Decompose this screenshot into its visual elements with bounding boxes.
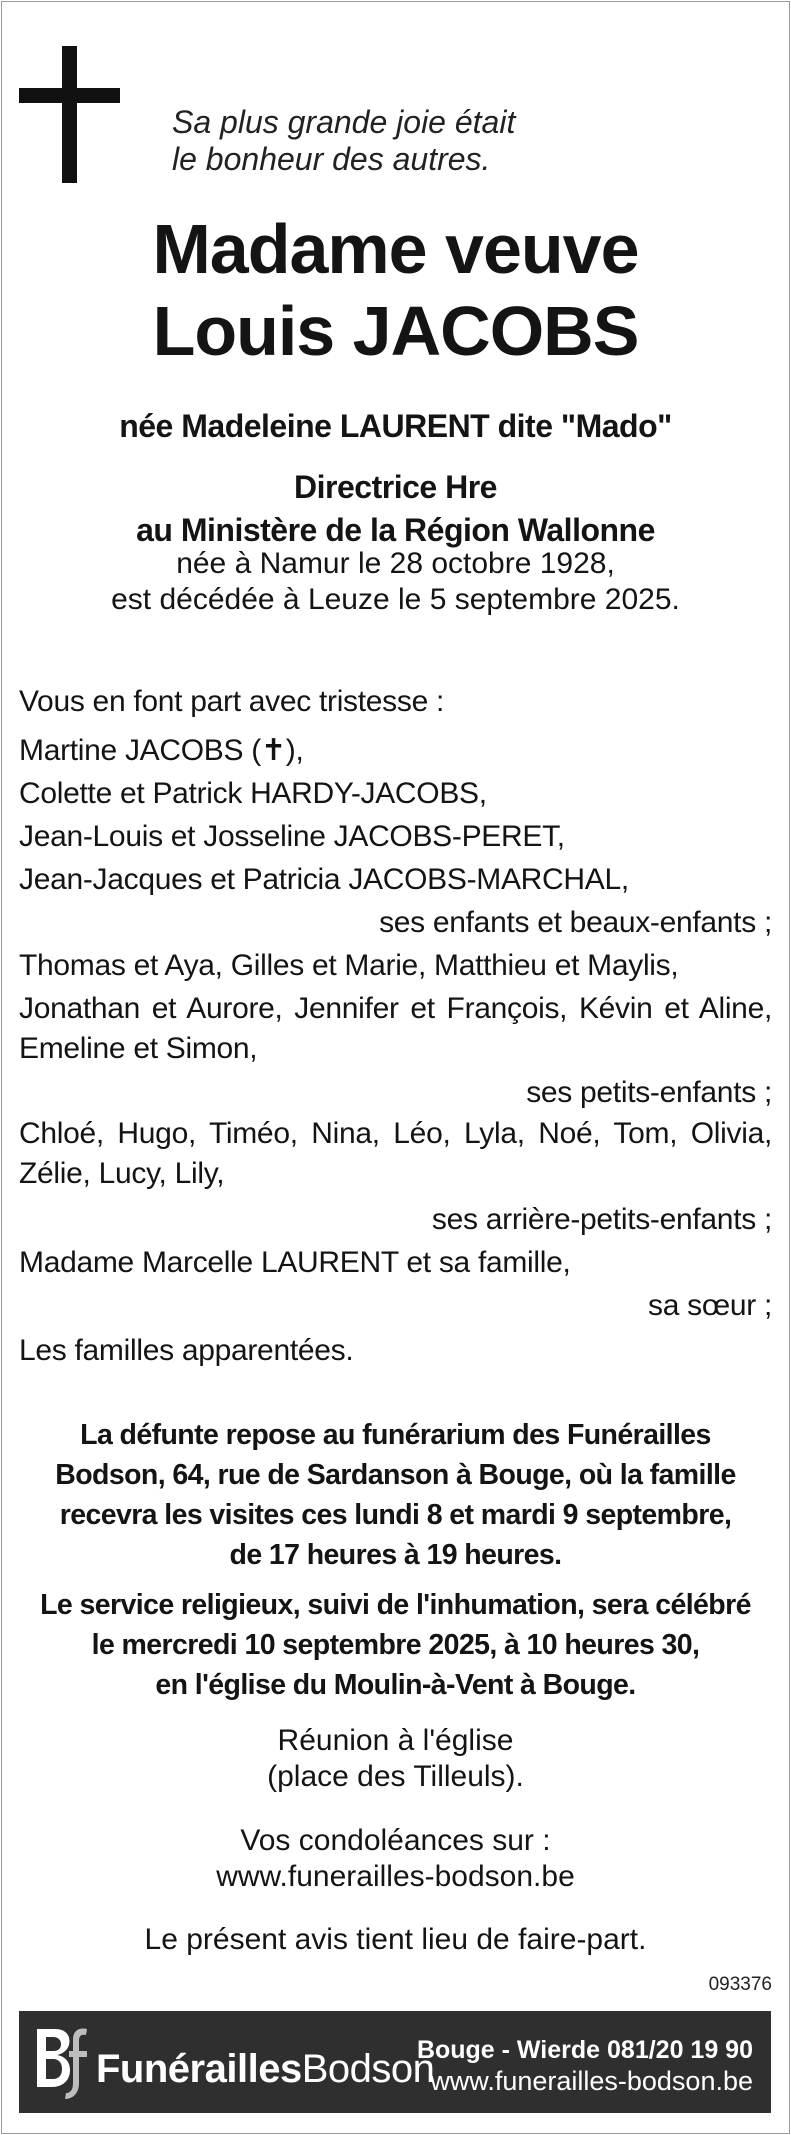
family-line: Les familles apparentées. bbox=[19, 1334, 354, 1367]
website-link[interactable]: www.funerailles-bodson.be bbox=[430, 2066, 753, 2096]
family-list bbox=[19, 680, 772, 1372]
meeting-info bbox=[0, 1723, 791, 1795]
service-line: Le service religieux, suivi de l'inhumation, sera célébré bbox=[40, 1589, 751, 1621]
locations: Bouge - Wierde bbox=[416, 2036, 601, 2064]
family-line: Colette et Patrick HARDY-JACOBS, bbox=[19, 777, 487, 810]
intro-text: Vous en font part avec tristesse : bbox=[19, 685, 445, 718]
family-line: Martine JACOBS (✝), bbox=[19, 734, 304, 767]
family-line: Chloé, Hugo, Timéo, Nina, Léo, Lyla, Noé, Tom, Olivia, Zélie, Lucy, Lily, bbox=[19, 1117, 772, 1190]
date-line: est décédée à Leuze le 5 septembre 2025. bbox=[111, 583, 680, 616]
funeral-home-banner bbox=[19, 2011, 771, 2113]
family-role: ses petits-enfants ; bbox=[526, 1076, 772, 1109]
job-title-line: au Ministère de la Région Wallonne bbox=[136, 512, 655, 548]
birth-death-dates bbox=[0, 546, 791, 618]
condolences-info bbox=[0, 1823, 791, 1895]
condolences-line: Vos condoléances sur : bbox=[240, 1824, 551, 1857]
visitation-line: recevra les visites ces lundi 8 et mardi 9 septembre, bbox=[59, 1499, 732, 1531]
brand-name: FunéraillesBodson bbox=[96, 2047, 435, 2091]
reference-number: 093376 bbox=[708, 1974, 772, 1995]
deceased-name bbox=[0, 208, 791, 372]
family-role: ses arrière-petits-enfants ; bbox=[431, 1203, 772, 1236]
cross-icon bbox=[19, 46, 120, 183]
family-line: Jean-Louis et Josseline JACOBS-PERET, bbox=[19, 820, 565, 853]
contact-info bbox=[417, 2035, 753, 2097]
family-line: Thomas et Aya, Gilles et Marie, Matthieu et Maylis, bbox=[19, 949, 679, 982]
family-line: Jean-Jacques et Patricia JACOBS-MARCHAL, bbox=[19, 863, 629, 896]
service-line: en l'église du Moulin-à-Vent à Bouge. bbox=[155, 1669, 636, 1701]
meeting-line: (place des Tilleuls). bbox=[267, 1760, 524, 1793]
family-line: Jonathan et Aurore, Jennifer et François, Kévin et Aline, Emeline et Simon, bbox=[19, 992, 772, 1065]
meeting-line: Réunion à l'église bbox=[277, 1724, 514, 1757]
phone-number: 081/20 19 90 bbox=[607, 2036, 753, 2064]
bodson-logo-icon bbox=[33, 2023, 93, 2101]
name-line: Louis JACOBS bbox=[152, 292, 639, 370]
service-line: le mercredi 10 septembre 2025, à 10 heures 30, bbox=[91, 1629, 700, 1661]
visitation-info bbox=[0, 1415, 791, 1575]
visitation-line: de 17 heures à 19 heures. bbox=[229, 1539, 562, 1571]
visitation-line: La défunte repose au funérarium des Funérailles bbox=[80, 1419, 711, 1451]
service-info bbox=[0, 1585, 791, 1705]
name-line: Madame veuve bbox=[152, 210, 639, 288]
epigraph-line: le bonheur des autres. bbox=[172, 141, 491, 177]
maiden-name: née Madeleine LAURENT dite "Mado" bbox=[119, 408, 672, 444]
family-role: ses enfants et beaux-enfants ; bbox=[379, 906, 772, 939]
epigraph bbox=[172, 104, 612, 178]
family-line: Madame Marcelle LAURENT et sa famille, bbox=[19, 1246, 571, 1279]
notice-text: Le présent avis tient lieu de faire-part. bbox=[144, 1923, 647, 1956]
job-title bbox=[0, 466, 791, 552]
date-line: née à Namur le 28 octobre 1928, bbox=[176, 547, 615, 580]
job-title-line: Directrice Hre bbox=[294, 469, 497, 505]
cross-icon: ✝ bbox=[260, 734, 286, 767]
family-role: sa sœur ; bbox=[648, 1289, 772, 1322]
epigraph-line: Sa plus grande joie était bbox=[172, 104, 516, 140]
visitation-line: Bodson, 64, rue de Sardanson à Bouge, où la famille bbox=[55, 1459, 736, 1491]
condolences-website: www.funerailles-bodson.be bbox=[216, 1860, 575, 1893]
